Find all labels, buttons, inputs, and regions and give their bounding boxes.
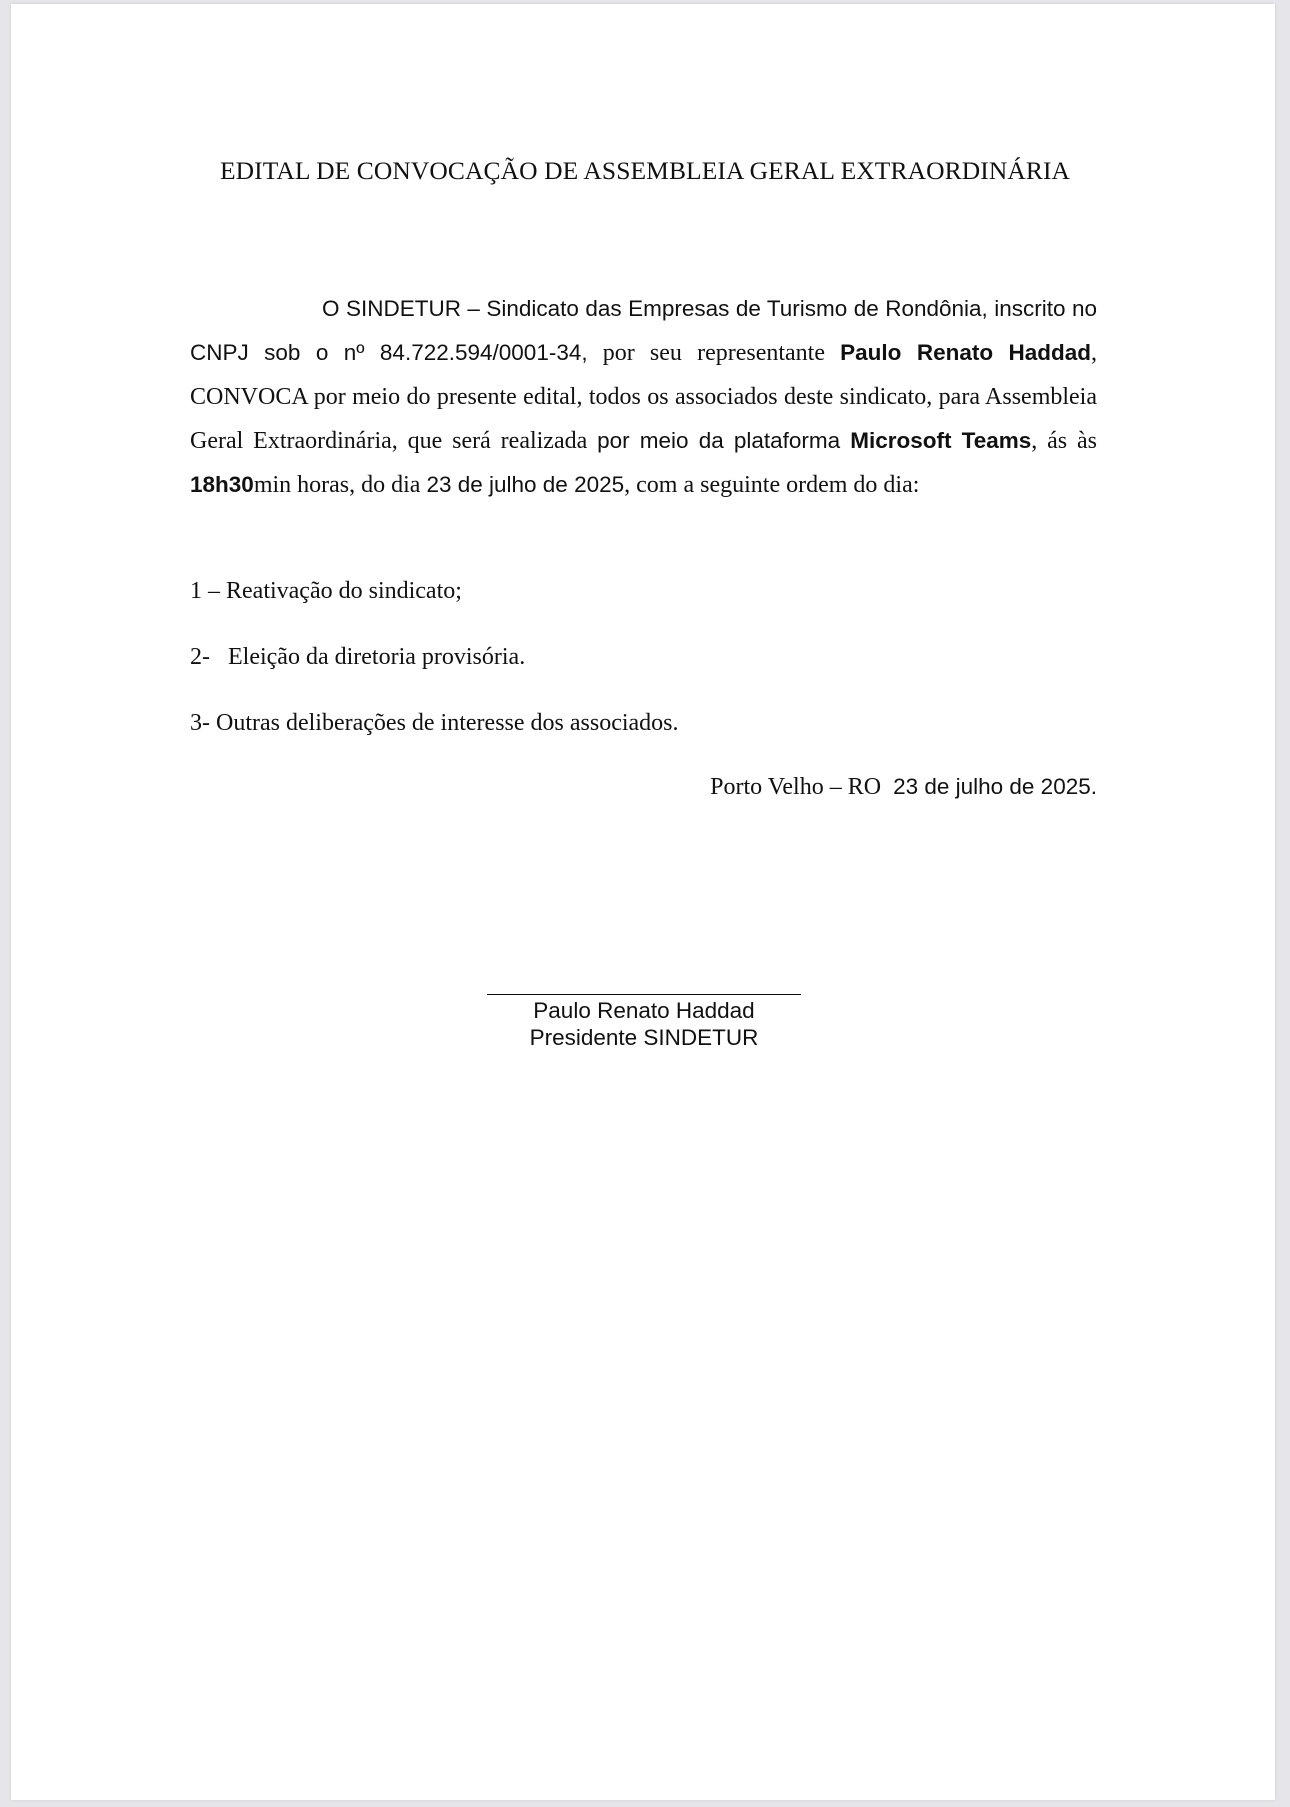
agenda-item: 2- Eleição da diretoria provisória. — [190, 644, 526, 670]
paragraph-intro: O SINDETUR – Sindicato das Empresas de Turismo de Rondônia, inscrito no CNPJ sob o nº 84.722.594/0001-34, — [190, 296, 1097, 365]
signatory-name: Paulo Renato Haddad — [533, 998, 755, 1023]
document-page — [11, 4, 1275, 1800]
paragraph-time-prefix: , ás às — [1031, 428, 1098, 454]
agenda-item: 1 – Reativação do sindicato; — [190, 578, 462, 604]
representative-name: Paulo Renato Haddad — [840, 340, 1092, 365]
platform-name: Microsoft Teams — [850, 428, 1032, 453]
signature-block — [487, 997, 801, 1051]
paragraph-platform-prefix: por meio da plataforma — [597, 428, 851, 453]
meeting-date: 23 de julho de 2025 — [426, 472, 625, 497]
paragraph-convocation: , CONVOCA por meio do presente edital, todos os associados deste sindicato, para Assembleia Geral Extraordinária, que será realizada — [190, 340, 1098, 454]
paragraph-representative-prefix: por seu representante — [587, 340, 841, 366]
convocation-paragraph — [190, 287, 1097, 507]
date: 23 de julho de 2025. — [893, 774, 1097, 799]
meeting-time: 18h30 — [190, 472, 254, 497]
paragraph-agenda-intro: , com a seguinte ordem do dia: — [624, 472, 920, 498]
signatory-role: Presidente SINDETUR — [529, 1025, 759, 1050]
place: Porto Velho – RO — [710, 774, 894, 800]
agenda-item: 3- Outras deliberações de interesse dos associados. — [190, 710, 679, 736]
signature-line — [487, 994, 801, 995]
document-title: EDITAL DE CONVOCAÇÃO DE ASSEMBLEIA GERAL EXTRAORDINÁRIA — [219, 156, 1071, 185]
place-and-date — [710, 774, 1097, 801]
paragraph-hours: min horas, do dia — [253, 472, 427, 498]
